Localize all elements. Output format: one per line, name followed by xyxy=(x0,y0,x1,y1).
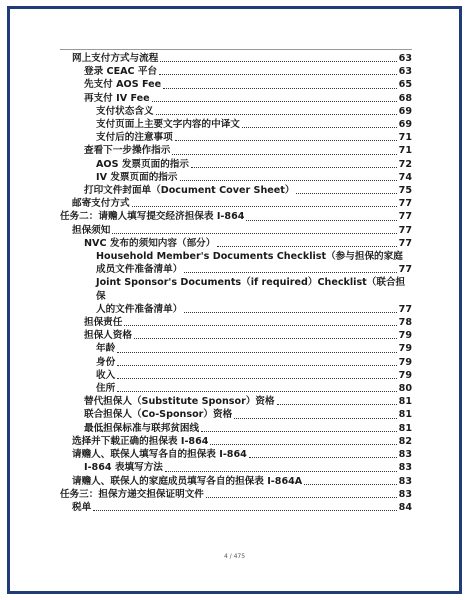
dot-leader xyxy=(277,404,397,405)
toc-entry-label: 先支付 AOS Fee xyxy=(84,79,162,91)
toc-entry[interactable] xyxy=(60,475,412,488)
dot-leader xyxy=(175,140,397,141)
toc-entry-label: 支付状态含义 xyxy=(96,105,154,117)
toc-entry-label: IV 发票页面的指示 xyxy=(96,171,178,183)
toc-entry[interactable] xyxy=(60,78,412,91)
toc-entry[interactable] xyxy=(60,65,412,78)
toc-page-number: 77 xyxy=(398,264,412,276)
toc-page-number: 77 xyxy=(398,211,412,223)
dot-leader xyxy=(134,338,397,339)
toc-page-number: 69 xyxy=(398,105,412,117)
toc-entry-label: 打印文件封面单（Document Cover Sheet） xyxy=(84,185,295,197)
toc-entry[interactable] xyxy=(60,92,412,105)
toc-page-number: 77 xyxy=(398,237,412,249)
toc-entry-label: 请赡人、联保人的家庭成员填写各自的担保表 I-864A xyxy=(72,475,303,487)
toc-entry-label-line2: 成员文件准备清单） xyxy=(96,264,183,276)
dot-leader xyxy=(201,431,397,432)
toc-entry[interactable] xyxy=(60,237,412,250)
dot-leader xyxy=(191,167,397,168)
toc-entry[interactable] xyxy=(60,422,412,435)
dot-leader xyxy=(117,391,396,392)
toc-entry[interactable] xyxy=(60,171,412,184)
toc-entry-label: 担保责任 xyxy=(84,317,123,329)
toc-entry[interactable] xyxy=(60,356,412,369)
toc-entry-label: 担保人资格 xyxy=(84,330,132,342)
toc-page-number: 63 xyxy=(398,53,412,64)
toc-entry[interactable] xyxy=(60,382,412,395)
toc-entry-label: 支付页面上主要文字内容的中译文 xyxy=(96,119,240,131)
toc-page-number: 71 xyxy=(398,145,412,157)
toc-entry-label: 请赡人、联保人填写各自的担保表 I-864 xyxy=(72,449,247,461)
toc-page-number: 81 xyxy=(398,396,412,408)
dot-leader xyxy=(246,220,396,221)
toc-page-number: 75 xyxy=(398,185,412,197)
toc-page-number: 83 xyxy=(398,462,412,474)
toc-entry[interactable] xyxy=(60,131,412,144)
dot-leader xyxy=(296,193,396,194)
toc-entry-label: NVC 发布的须知内容（部分） xyxy=(84,237,216,249)
toc-entry[interactable] xyxy=(60,105,412,118)
dot-leader xyxy=(117,378,396,379)
toc-page-number: 83 xyxy=(398,475,412,487)
dot-leader xyxy=(117,352,396,353)
toc-page-number: 79 xyxy=(398,356,412,368)
dot-leader xyxy=(160,61,396,62)
dot-leader xyxy=(304,484,396,485)
toc-page-number: 77 xyxy=(398,224,412,236)
toc-entry-label: 担保须知 xyxy=(72,224,111,236)
toc-page-number: 81 xyxy=(398,422,412,434)
toc-entry[interactable] xyxy=(60,184,412,197)
dot-leader xyxy=(163,88,397,89)
toc-entry-label: 选择并下载正确的担保表 I-864 xyxy=(72,435,209,447)
toc-entry[interactable] xyxy=(60,316,412,329)
toc-entry-label: 最低担保标准与联邦贫困线 xyxy=(84,422,200,434)
dot-leader xyxy=(184,312,396,313)
toc-page-number: 83 xyxy=(398,449,412,461)
toc-page-number: 65 xyxy=(398,79,412,91)
toc-page-number: 69 xyxy=(398,119,412,131)
toc-entry-label: 查看下一步操作指示 xyxy=(84,145,171,157)
toc-entry-label: 支付后的注意事项 xyxy=(96,132,173,144)
toc-entry-label: 税单 xyxy=(72,501,92,513)
dot-leader xyxy=(93,510,396,511)
toc-entry-label: 身份 xyxy=(96,356,116,368)
dot-leader xyxy=(180,180,397,181)
toc-entry-label: 登录 CEAC 平台 xyxy=(84,66,158,78)
toc-page-number: 78 xyxy=(398,317,412,329)
dot-leader xyxy=(165,471,397,472)
toc-page-number: 68 xyxy=(398,92,412,104)
toc-page-number: 63 xyxy=(398,66,412,78)
toc-page-number: 80 xyxy=(398,383,412,395)
toc-entry-label: AOS 发票页面的指示 xyxy=(96,158,189,170)
toc-entry-label: 收入 xyxy=(96,369,116,381)
toc-entry[interactable] xyxy=(60,435,412,448)
toc-entry[interactable] xyxy=(60,369,412,382)
dot-leader xyxy=(159,74,397,75)
dot-leader xyxy=(249,457,397,458)
toc-entry[interactable] xyxy=(60,461,412,474)
toc-entry-label: 邮寄支付方式 xyxy=(72,198,130,210)
toc-entry-label: 联合担保人（Co-Sponsor）资格 xyxy=(84,409,233,421)
toc-page-number: 84 xyxy=(398,501,412,513)
page-indicator: 4 / 475 xyxy=(223,553,246,560)
toc-entry[interactable] xyxy=(60,224,412,237)
header-rule xyxy=(60,49,412,50)
toc-entry[interactable] xyxy=(60,276,412,316)
dot-leader xyxy=(156,114,397,115)
toc-entry[interactable] xyxy=(60,197,412,210)
toc-page-number: 82 xyxy=(398,435,412,447)
toc-page-number: 72 xyxy=(398,158,412,170)
toc-entry[interactable] xyxy=(60,118,412,131)
toc-entry[interactable] xyxy=(60,408,412,421)
toc-entry[interactable] xyxy=(60,395,412,408)
toc-entry-label: 住所 xyxy=(96,383,116,395)
dot-leader xyxy=(206,497,397,498)
dot-leader xyxy=(217,246,396,247)
dot-leader xyxy=(132,206,397,207)
toc-page-number: 77 xyxy=(398,303,412,315)
toc-entry[interactable] xyxy=(60,329,412,342)
toc-page-number: 71 xyxy=(398,132,412,144)
toc-page-number: 79 xyxy=(398,343,412,355)
toc-page-number: 79 xyxy=(398,330,412,342)
toc-entry-last-line xyxy=(96,303,412,316)
dot-leader xyxy=(152,101,397,102)
toc-entry-label: 再支付 IV Fee xyxy=(84,92,150,104)
toc-page-number: 81 xyxy=(398,409,412,421)
table-of-contents xyxy=(60,52,412,514)
toc-entry-label-line1: Household Member's Documents Checklist（参与担保的家庭 xyxy=(96,251,403,263)
page-number-footer xyxy=(0,553,469,560)
toc-entry-label: 年龄 xyxy=(96,343,116,355)
toc-entry[interactable] xyxy=(60,501,412,514)
toc-entry-label: 网上支付方式与流程 xyxy=(72,53,159,64)
toc-entry-label: 任务二：请赡人填写提交经济担保表 I-864 xyxy=(60,211,245,223)
dot-leader xyxy=(172,154,396,155)
toc-entry-label: I-864 表填写方法 xyxy=(84,462,163,474)
dot-leader xyxy=(184,272,396,273)
toc-entry[interactable] xyxy=(60,448,412,461)
dot-leader xyxy=(234,418,396,419)
toc-page-number: 77 xyxy=(398,198,412,210)
toc-entry[interactable] xyxy=(60,250,412,276)
toc-entry[interactable] xyxy=(60,144,412,157)
toc-entry-label: 替代担保人（Substitute Sponsor）资格 xyxy=(84,396,275,408)
toc-page-number: 83 xyxy=(398,488,412,500)
toc-entry[interactable] xyxy=(60,52,412,65)
toc-entry[interactable] xyxy=(60,158,412,171)
toc-entry-label-line2: 人的文件准备清单） xyxy=(96,303,183,315)
toc-entry-label-line1: Joint Sponsor's Documents（if required）Checklist（联合担保 xyxy=(96,277,406,302)
dot-leader xyxy=(242,127,397,128)
toc-entry[interactable] xyxy=(60,342,412,355)
toc-page-number: 79 xyxy=(398,369,412,381)
toc-entry-label: 任务三：担保方递交担保证明文件 xyxy=(60,488,204,500)
dot-leader xyxy=(210,444,396,445)
dot-leader xyxy=(124,325,396,326)
dot-leader xyxy=(112,233,396,234)
toc-entry[interactable] xyxy=(60,210,412,223)
toc-entry-last-line xyxy=(96,263,412,276)
toc-page-number: 74 xyxy=(398,171,412,183)
toc-entry[interactable] xyxy=(60,488,412,501)
dot-leader xyxy=(117,365,396,366)
